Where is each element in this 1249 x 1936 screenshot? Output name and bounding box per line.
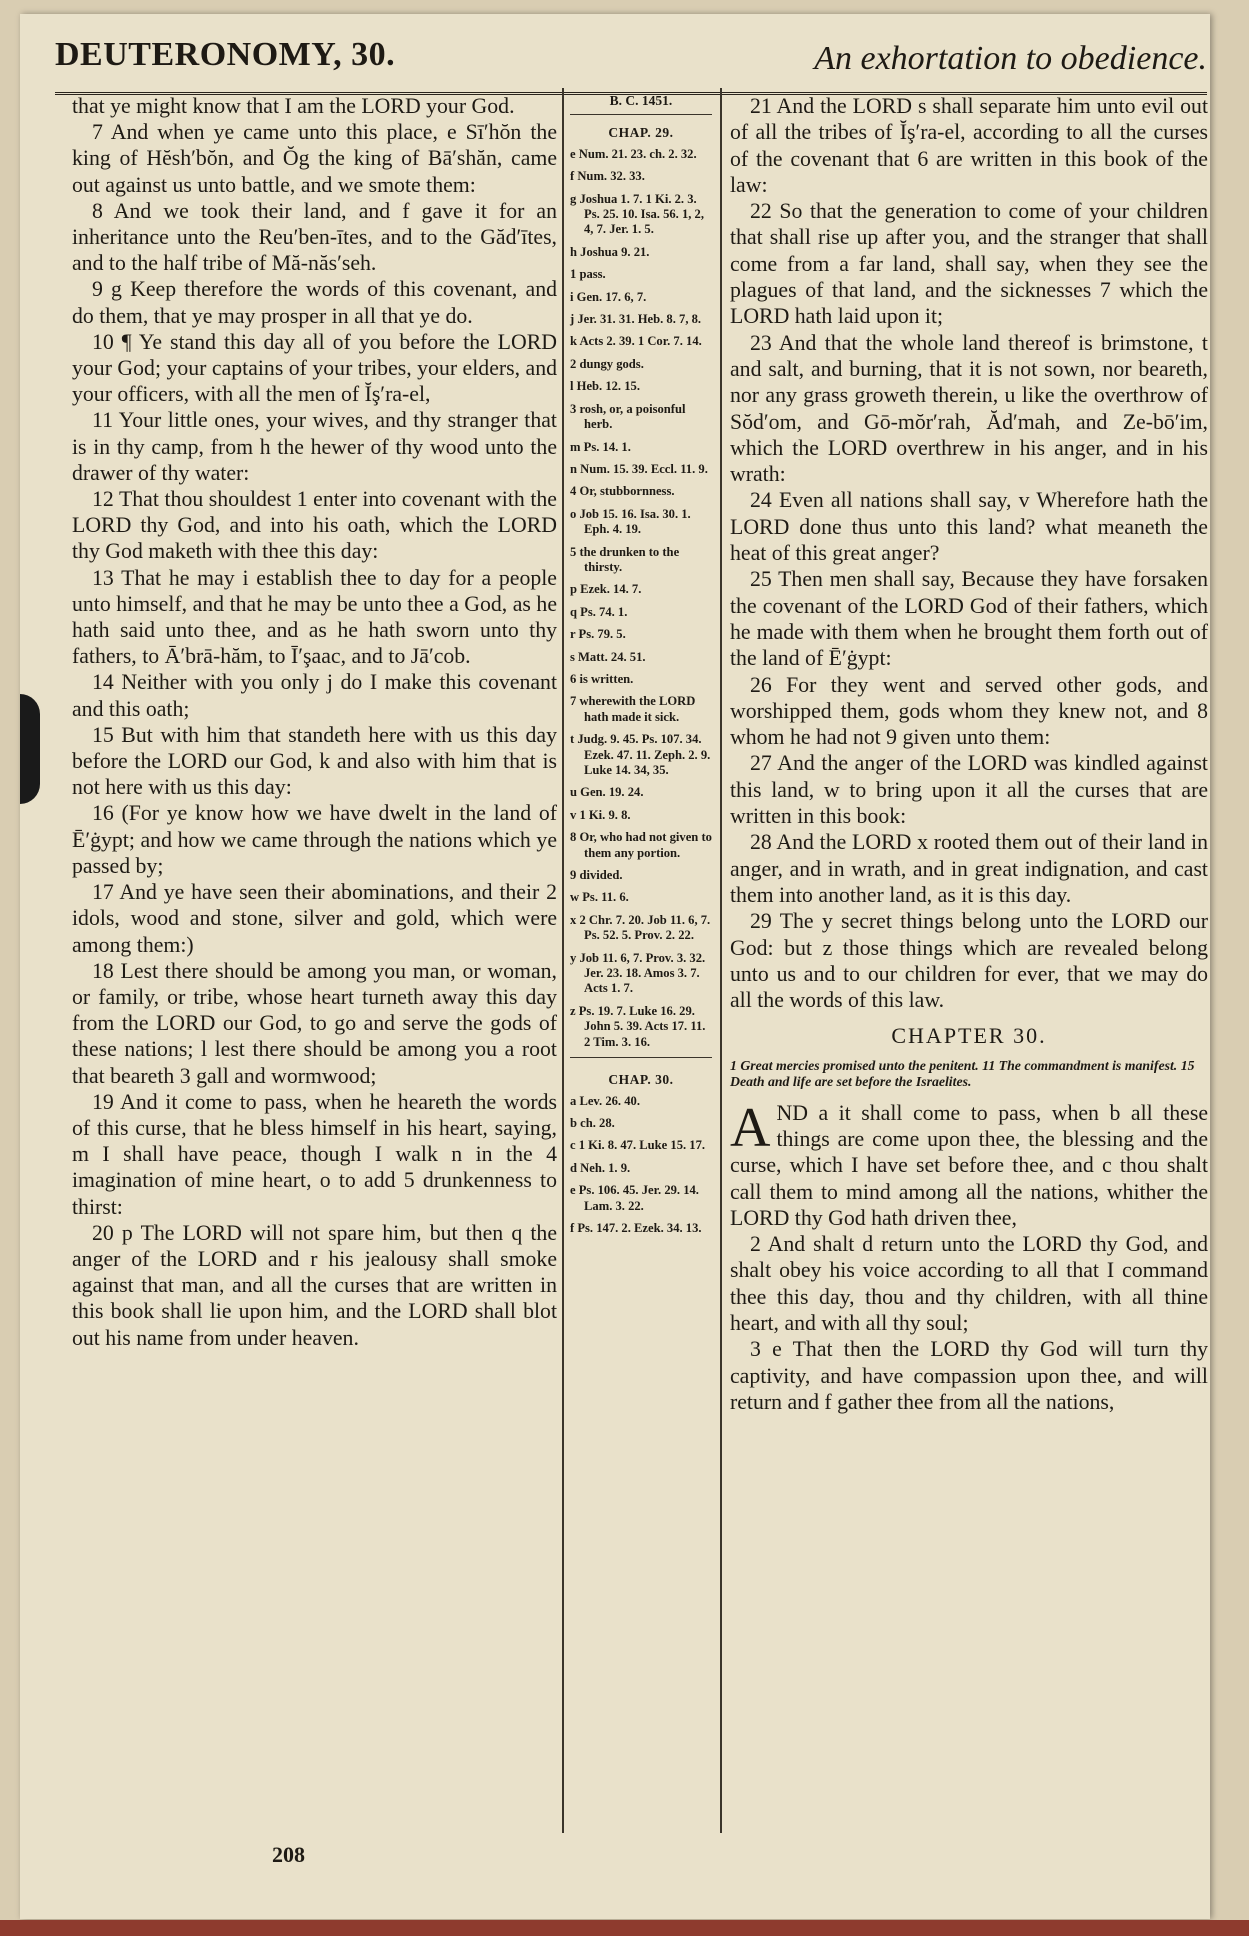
cross-reference: q Ps. 74. 1. [570, 604, 628, 619]
verse-text: 23 And that the whole land thereof is brimstone, t and salt, and burning, that it is not sown, nor beareth, nor any grass groweth therein, u like the overthrow of Sŏd′om, and Gō-mŏr′rah, Ăd′mah, and Ze-bō′im, which the LORD overthrew in his anger, and in his wrath: [730, 330, 1208, 487]
thumb-index-tab [20, 694, 40, 804]
verse-text: 9 g Keep therefore the words of this covenant, and do them, that ye may prosper in all that ye do. [72, 277, 557, 328]
date-header: B. C. 1451. [570, 93, 712, 115]
cross-reference: y Job 11. 6, 7. Prov. 3. 32. Jer. 23. 18. Amos 3. 7. Acts 1. 7. [570, 950, 706, 996]
cross-reference: f Ps. 147. 2. Ezek. 34. 13. [570, 1220, 702, 1235]
cross-reference: 6 is written. [570, 671, 634, 686]
verse-text: 24 Even all nations shall say, v Wherefore hath the LORD done thus unto this land? what meaneth the heat of this great anger? [730, 488, 1208, 566]
cross-reference: h Joshua 9. 21. [570, 244, 650, 259]
cross-reference: j Jer. 31. 31. Heb. 8. 7, 8. [570, 312, 702, 327]
reference-column [570, 93, 712, 1243]
page-number: 208 [272, 1842, 305, 1867]
cross-reference: n Num. 15. 39. Eccl. 11. 9. [570, 461, 708, 476]
running-head-topic: An exhortation to obedience. [814, 40, 1207, 77]
column-rule-right [720, 88, 722, 1833]
chapter-29-marker: CHAP. 29. [608, 125, 674, 141]
verse-text: 26 For they went and served other gods, and worshipped them, gods whom they knew not, and 8 whom he had not 9 given unto them: [730, 672, 1208, 750]
drop-cap: A [730, 1096, 771, 1159]
verse-text: 15 But with him that standeth here with us this day before the LORD our God, k and also with him that is not here with us this day: [72, 722, 557, 800]
cross-reference: 7 wherewith the LORD hath made it sick. [570, 694, 696, 724]
verse-text: 29 The y secret things belong unto the LORD our God: but z those things which are revealed belong unto us and to our children for ever, that we may do all the words of this law. [730, 909, 1208, 1013]
verse-text: that ye might know that I am the LORD your God. [72, 94, 515, 118]
cross-reference: 1 pass. [570, 267, 606, 282]
verse-text: 28 And the LORD x rooted them out of their land in anger, and in wrath, and in great indignation, and cast them into another land, as it is this day. [730, 830, 1208, 907]
verse-text: 13 That he may i establish thee to day for a people unto himself, and that he may be unto thee a God, as he hath said unto thee, and as he hath sworn unto thy fathers, to Ā′brā-hăm, to Ī′şaac, and to Jā′cob. [72, 565, 557, 669]
cross-reference: a Lev. 26. 40. [570, 1093, 640, 1108]
cross-reference: r Ps. 79. 5. [570, 627, 626, 642]
cross-reference: f Num. 32. 33. [570, 169, 645, 184]
cross-reference: w Ps. 11. 6. [570, 890, 629, 905]
cross-reference: x 2 Chr. 7. 20. Job 11. 6, 7. Ps. 52. 5. Prov. 2. 22. [570, 912, 711, 943]
verse-text: 22 So that the generation to come of your children that shall rise up after you, and the stranger that shall come from a far land, shall say, when they see the plagues of that land, and the sicknesses 7 which the LORD hath laid upon it; [730, 199, 1208, 329]
verse-text: 25 Then men shall say, Because they have forsaken the covenant of the LORD God of their fathers, which he made with them when he brought them forth out of the land of Ē′ġypt: [730, 567, 1208, 671]
cross-reference: s Matt. 24. 51. [570, 649, 646, 664]
verse-text: 2 And shalt d return unto the LORD thy God, and shalt obey his voice according to all that I command thee this day, thou and thy children, with all thine heart, and with all thy soul; [730, 1232, 1208, 1336]
running-head-book: DEUTERONOMY, 30. [55, 36, 396, 73]
chapter-30-block [570, 1057, 712, 1236]
cross-reference: 5 the drunken to the thirsty. [570, 544, 680, 574]
cross-reference: 4 Or, stubbornness. [570, 484, 675, 499]
chapter-30-marker: CHAP. 30. [608, 1072, 674, 1088]
verse-text: 14 Neither with you only j do I make this covenant and this oath; [72, 670, 557, 721]
cross-reference: c 1 Ki. 8. 47. Luke 15. 17. [570, 1138, 706, 1153]
cross-reference: l Heb. 12. 15. [570, 379, 640, 394]
cross-reference: p Ezek. 14. 7. [570, 582, 642, 597]
verse-text: 20 p The LORD will not spare him, but then q the anger of the LORD and r his jealousy shall smoke against that man, and all the curses that are written in this book shall lie upon him, and the LORD shall blot out his name from under heaven. [72, 1220, 557, 1350]
cross-reference: g Joshua 1. 7. 1 Ki. 2. 3. Ps. 25. 10. Isa. 56. 1, 2, 4, 7. Jer. 1. 5. [570, 191, 704, 237]
cross-reference: u Gen. 19. 24. [570, 785, 644, 800]
verse-text: 27 And the anger of the LORD was kindled against this land, w to bring upon it all the curses that are written in this book: [730, 751, 1208, 829]
verse-text-body: ND a it shall come to pass, when b all these things are come upon thee, the blessing and the curse, which I have set before thee, and c thou shalt call them to mind among all the nations, whither the LORD thy God hath driven thee, [730, 1100, 1208, 1230]
chapter-heading: CHAPTER 30. [891, 1023, 1047, 1049]
verse-text: 7 And when ye came unto this place, e Sī′hŏn the king of Hĕsh′bŏn, and Ŏg the king of Bā′shăn, came out against us unto battle, and we smote them: [72, 120, 557, 197]
left-text-column [72, 93, 557, 1351]
page-edge-strip [0, 1920, 1249, 1936]
verse-text: 16 (For ye know how we have dwelt in the land of Ē′ġypt; and how we came through the nations which ye passed by; [72, 801, 557, 878]
verse-text: 3 e That then the LORD thy God will turn thy captivity, and have compassion upon thee, and will return and f gather thee from all the nations, [730, 1337, 1208, 1414]
verse-text: 11 Your little ones, your wives, and thy stranger that is in thy camp, from h the hewer of thy wood unto the drawer of thy water: [72, 408, 557, 485]
verse-text: 17 And ye have seen their abominations, and their 2 idols, wood and stone, silver and gold, which were among them:) [72, 880, 557, 957]
cross-reference: 8 Or, who had not given to them any portion. [570, 830, 712, 860]
cross-reference: d Neh. 1. 9. [570, 1160, 631, 1175]
verse-text [730, 1096, 1208, 1231]
verse-text: 19 And it come to pass, when he heareth the words of this curse, that he bless himself in his heart, saying, m I shall have peace, though I walk n in the 4 imagination of mine heart, o to add 5 drunkenness to thirst: [72, 1089, 557, 1219]
cross-reference: e Ps. 106. 45. Jer. 29. 14. Lam. 3. 22. [570, 1183, 699, 1213]
cross-reference: o Job 15. 16. Isa. 30. 1. Eph. 4. 19. [570, 506, 691, 537]
cross-reference: 2 dungy gods. [570, 356, 644, 371]
verse-text: 21 And the LORD s shall separate him unto evil out of all the tribes of Ĭş′ra-el, according to all the curses of the covenant that 6 are written in this book of the law: [730, 94, 1208, 197]
cross-reference: b ch. 28. [570, 1115, 615, 1130]
cross-reference: v 1 Ki. 9. 8. [570, 807, 631, 822]
cross-reference: m Ps. 14. 1. [570, 439, 631, 454]
cross-reference: z Ps. 19. 7. Luke 16. 29. John 5. 39. Acts 17. 11. 2 Tim. 3. 16. [570, 1003, 706, 1049]
page-header [55, 32, 1207, 95]
cross-reference: 9 divided. [570, 868, 623, 883]
cross-reference: 3 rosh, or, a poisonful herb. [570, 401, 686, 432]
verse-text: 10 ¶ Ye stand this day all of you before the LORD your God; your captains of your tribes, your elders, and your officers, with all the men of Ĭş′ra-el, [72, 329, 557, 407]
verse-text: 18 Lest there should be among you man, or woman, or family, or tribe, whose heart turneth away this day from the LORD our God, to go and serve the gods of these nations; l lest there should be among you a root that beareth 3 gall and wormwood; [72, 958, 557, 1088]
cross-reference: k Acts 2. 39. 1 Cor. 7. 14. [570, 334, 702, 349]
chapter-summary: 1 Great mercies promised unto the penitent. 11 The commandment is manifest. 15 Death and life are set before the Israelites. [730, 1057, 1195, 1089]
cross-reference: t Judg. 9. 45. Ps. 107. 34. Ezek. 47. 11. Zeph. 2. 9. Luke 14. 34, 35. [570, 732, 711, 777]
right-text-column [730, 93, 1208, 1415]
column-rule-left [562, 88, 564, 1833]
cross-reference: i Gen. 17. 6, 7. [570, 289, 647, 304]
cross-reference: e Num. 21. 23. ch. 2. 32. [570, 146, 697, 161]
verse-text: 12 That thou shouldest 1 enter into covenant with the LORD thy God, and into his oath, which the LORD thy God maketh with thee this day: [72, 487, 557, 564]
verse-text: 8 And we took their land, and f gave it for an inheritance unto the Reu′ben-ītes, and to the Găd′ītes, and to the half tribe of Mă-năs′seh. [72, 198, 557, 276]
